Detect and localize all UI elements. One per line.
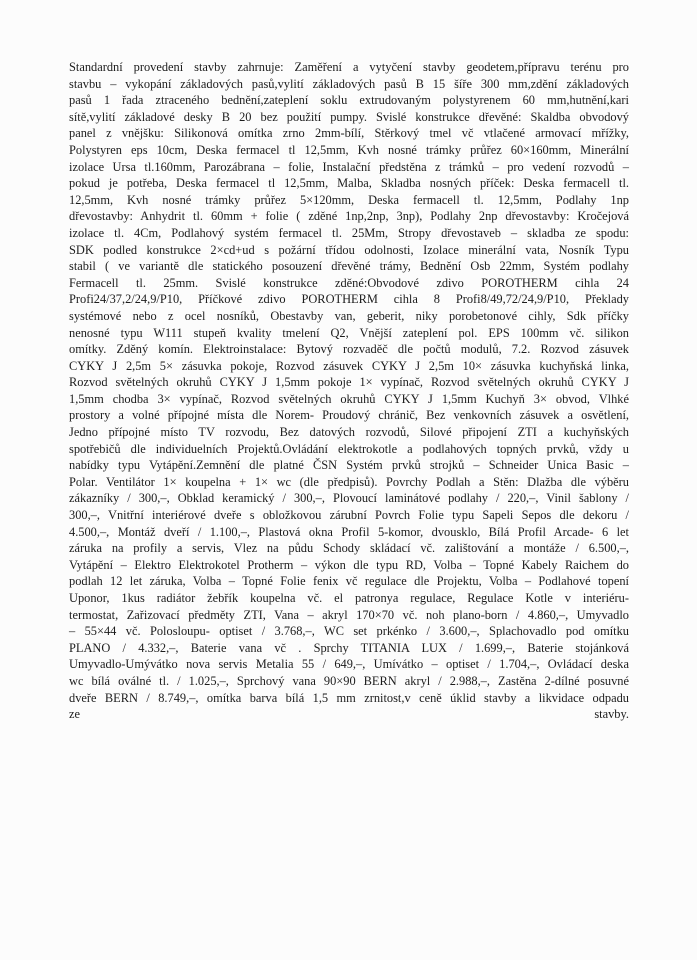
- text-line-8: pokud je potřeba, Deska fermacel tl 12,5mm, Malba, Skladba nosných příček: Deska fermacell tl.: [69, 176, 629, 191]
- text-line-17: nenosné typu W111 stupeň kvality tmelení Q2, Vnější zateplení pol. EPS 100mm vč. silikon: [69, 325, 629, 340]
- text-line-11: izolace tl. 4Cm, Podlahový systém fermacel tl. 25Mm, Stropy dřevostaveb – skladba ze spodu:: [69, 225, 629, 240]
- text-line-33: Uponor, 1kus radiátor žebřík koupelna vč. el patronya regulace, Regulace Kotle v interiéru-: [69, 591, 629, 605]
- text-line-40: ze stavby.: [69, 707, 629, 722]
- text-line-37: Umyvadlo-Umývátko nova servis Metalia 55 / 649,–, Umívátko – optiset / 1.704,–, Ovládací deska: [69, 657, 629, 672]
- text-line-10: dřevostavby: Anhydrit tl. 60mm + folie ( zděné 1np,2np, 3np), Podlahy 2np dřevostavby: Kročejová: [69, 209, 629, 224]
- text-line-5: panel z vnějšku: Silikonová omítka zrno 2mm-bílí, Stěrkový tmel vč vtlačené armovací mřížky,: [69, 126, 629, 141]
- text-line-2: stavbu – vykopání základových pasů,vylití základových pasů B 15 šíře 300 mm,zdění základových: [69, 76, 629, 91]
- text-line-27: zákazníky / 300,–, Obklad keramický / 300,–, Plovoucí laminátové podlahy / 220,–, Vinil šablony /: [69, 491, 629, 506]
- text-line-24: spotřebičů dle individuelních Projektů.Ovládání elektrokotle a podlahových topných prvků, vždy u: [69, 441, 629, 456]
- text-line-32: podlah 12 let záruka, Volba – Topné Folie fenix vč regulace dle Projektu, Volba – Podlahové topení: [69, 574, 629, 589]
- text-line-25: nabídky typu Vytápění.Zemnění dle platné ČSN Systém prvků strojků – Schneider Unica Basic –: [69, 458, 629, 473]
- text-line-19: CYKY J 2,5m 5× zásuvka pokoje, Rozvod zásuvek CYKY J 2,5m 10× zásuvka kuchyňská linka,: [69, 358, 629, 373]
- text-line-12: SDK podled konstrukce 2×cd+ud s požární třídou odolnosti, Izolace minerální vata, Nosník Typu: [69, 242, 629, 257]
- text-line-21: 1,5mm chodba 3× vypínač, Rozvod světelných okruhů CYKY J 1,5mm Kuchyň 3× obvod, Vlhké: [69, 391, 629, 406]
- text-line-26: Polar. Ventilátor 1× koupelna + 1× wc (dle předpisů). Povrchy Podlah a Stěn: Dlažba dle výběru: [69, 474, 629, 489]
- text-line-36: PLANO / 4.332,–, Baterie vana vč . Sprchy TITANIA LUX / 1.699,–, Baterie stojánková: [69, 640, 629, 655]
- text-line-3: pasů 1 řada ztraceného bednění,zateplení soklu extrudovaným polystyrenem 60 mm,hutnění,kari: [69, 93, 629, 108]
- text-line-20: Rozvod světelných okruhů CYKY J 1,5mm pokoje 1× vypínač, Rozvod světelných okruhů CYKY J: [69, 375, 629, 390]
- text-line-15: Profi24/37,2/24,9/P10, Příčkové zdivo POROTHERM cihla 8 Profi8/49,72/24,9/P10, Překlady: [69, 292, 629, 307]
- text-line-1: Standardní provedení stavby zahrnuje: Zaměření a vytyčení stavby geodetem,přípravu terénu pro: [69, 60, 629, 74]
- text-line-29: 4.500,–, Montáž dveří / 1.100,–, Plastová okna Profil 5-komor, dvousklo, Bílá Profil Arcade- 6 let: [69, 524, 629, 539]
- text-line-38: wc bílá oválné tl. / 1.025,–, Sprchový vana 90×90 BERN akryl / 2.988,–, Zastěna 2-dílné posuvné: [69, 673, 629, 688]
- text-line-22: prostory a volné přípojné místa dle Norem- Proudový chránič, Bez venkovních zásuvek a osvětlení,: [69, 408, 629, 423]
- text-line-30: záruka na profily a servis, Vlez na půdu Schody skládací vč. zalištování a montáže / 6.500,–,: [69, 541, 629, 556]
- text-line-16: systémové nebo z ocel nosníků, Obestavby van, geberit, niky porobetonové cihly, Sdk příčky: [69, 308, 629, 323]
- specification-paragraph: [69, 59, 629, 723]
- text-line-35: – 55×44 vč. Polosloupu- optiset / 3.768,–, WC set prkénko / 3.600,–, Splachovadlo pod omítku: [69, 624, 629, 639]
- text-line-31: Vytápění – Elektro Elektrokotel Protherm – výkon dle typu RD, Volba – Topné Kabely Raichem do: [69, 557, 629, 572]
- text-line-14: Fermacell tl. 25mm. Svislé konstrukce zděné:Obvodové zdivo POROTHERM cihla 24: [69, 275, 629, 290]
- text-line-23: Jedno přípojné místo TV rozvodu, Bez datových rozvodů, Silové připojení ZTI a kuchyňských: [69, 425, 629, 440]
- text-line-34: termostat, Zařizovací předměty ZTI, Vana – akryl 170×70 vč. noh plano-born / 4.860,–, Umyvadlo: [69, 607, 629, 622]
- text-line-7: izolace Ursa tl.160mm, Parozábrana – folie, Instalační předstěna z trámků – pro vedení rozvodů –: [69, 159, 629, 174]
- text-line-18: omítky. Zděný komín. Elektroinstalace: Bytový rozvaděč dle počtů modulů, 7.2. Rozvod zásuvek: [69, 342, 629, 357]
- text-line-13: stabil ( ve variantě dle statického posouzení dřevěné trámy, Bednění Osb 22mm, Systém podlahy: [69, 259, 629, 274]
- text-line-6: Polystyren eps 10cm, Deska fermacel tl 12,5mm, Kvh nosné trámky průřez 60×160mm, Minerální: [69, 142, 629, 157]
- text-line-28: 300,–, Vnitřní interiérové dveře s obložkovou zárubní Povrch Folie typu Sapeli Sepos dle dekoru /: [69, 508, 629, 523]
- text-line-4: sítě,vylití základové desky B 20 bez použití pumpy. Svislé konstrukce dřevěné: Skaldba obvodový: [69, 109, 629, 124]
- text-line-9: 12,5mm, Kvh nosné trámky průřez 5×120mm, Deska fermacell tl. 12,5mm, Podlahy 1np: [69, 192, 629, 207]
- text-line-39: dveře BERN / 8.749,–, omítka barva bílá 1,5 mm zrnitost,v ceně úklid stavby a likvidace odpadu: [69, 690, 629, 705]
